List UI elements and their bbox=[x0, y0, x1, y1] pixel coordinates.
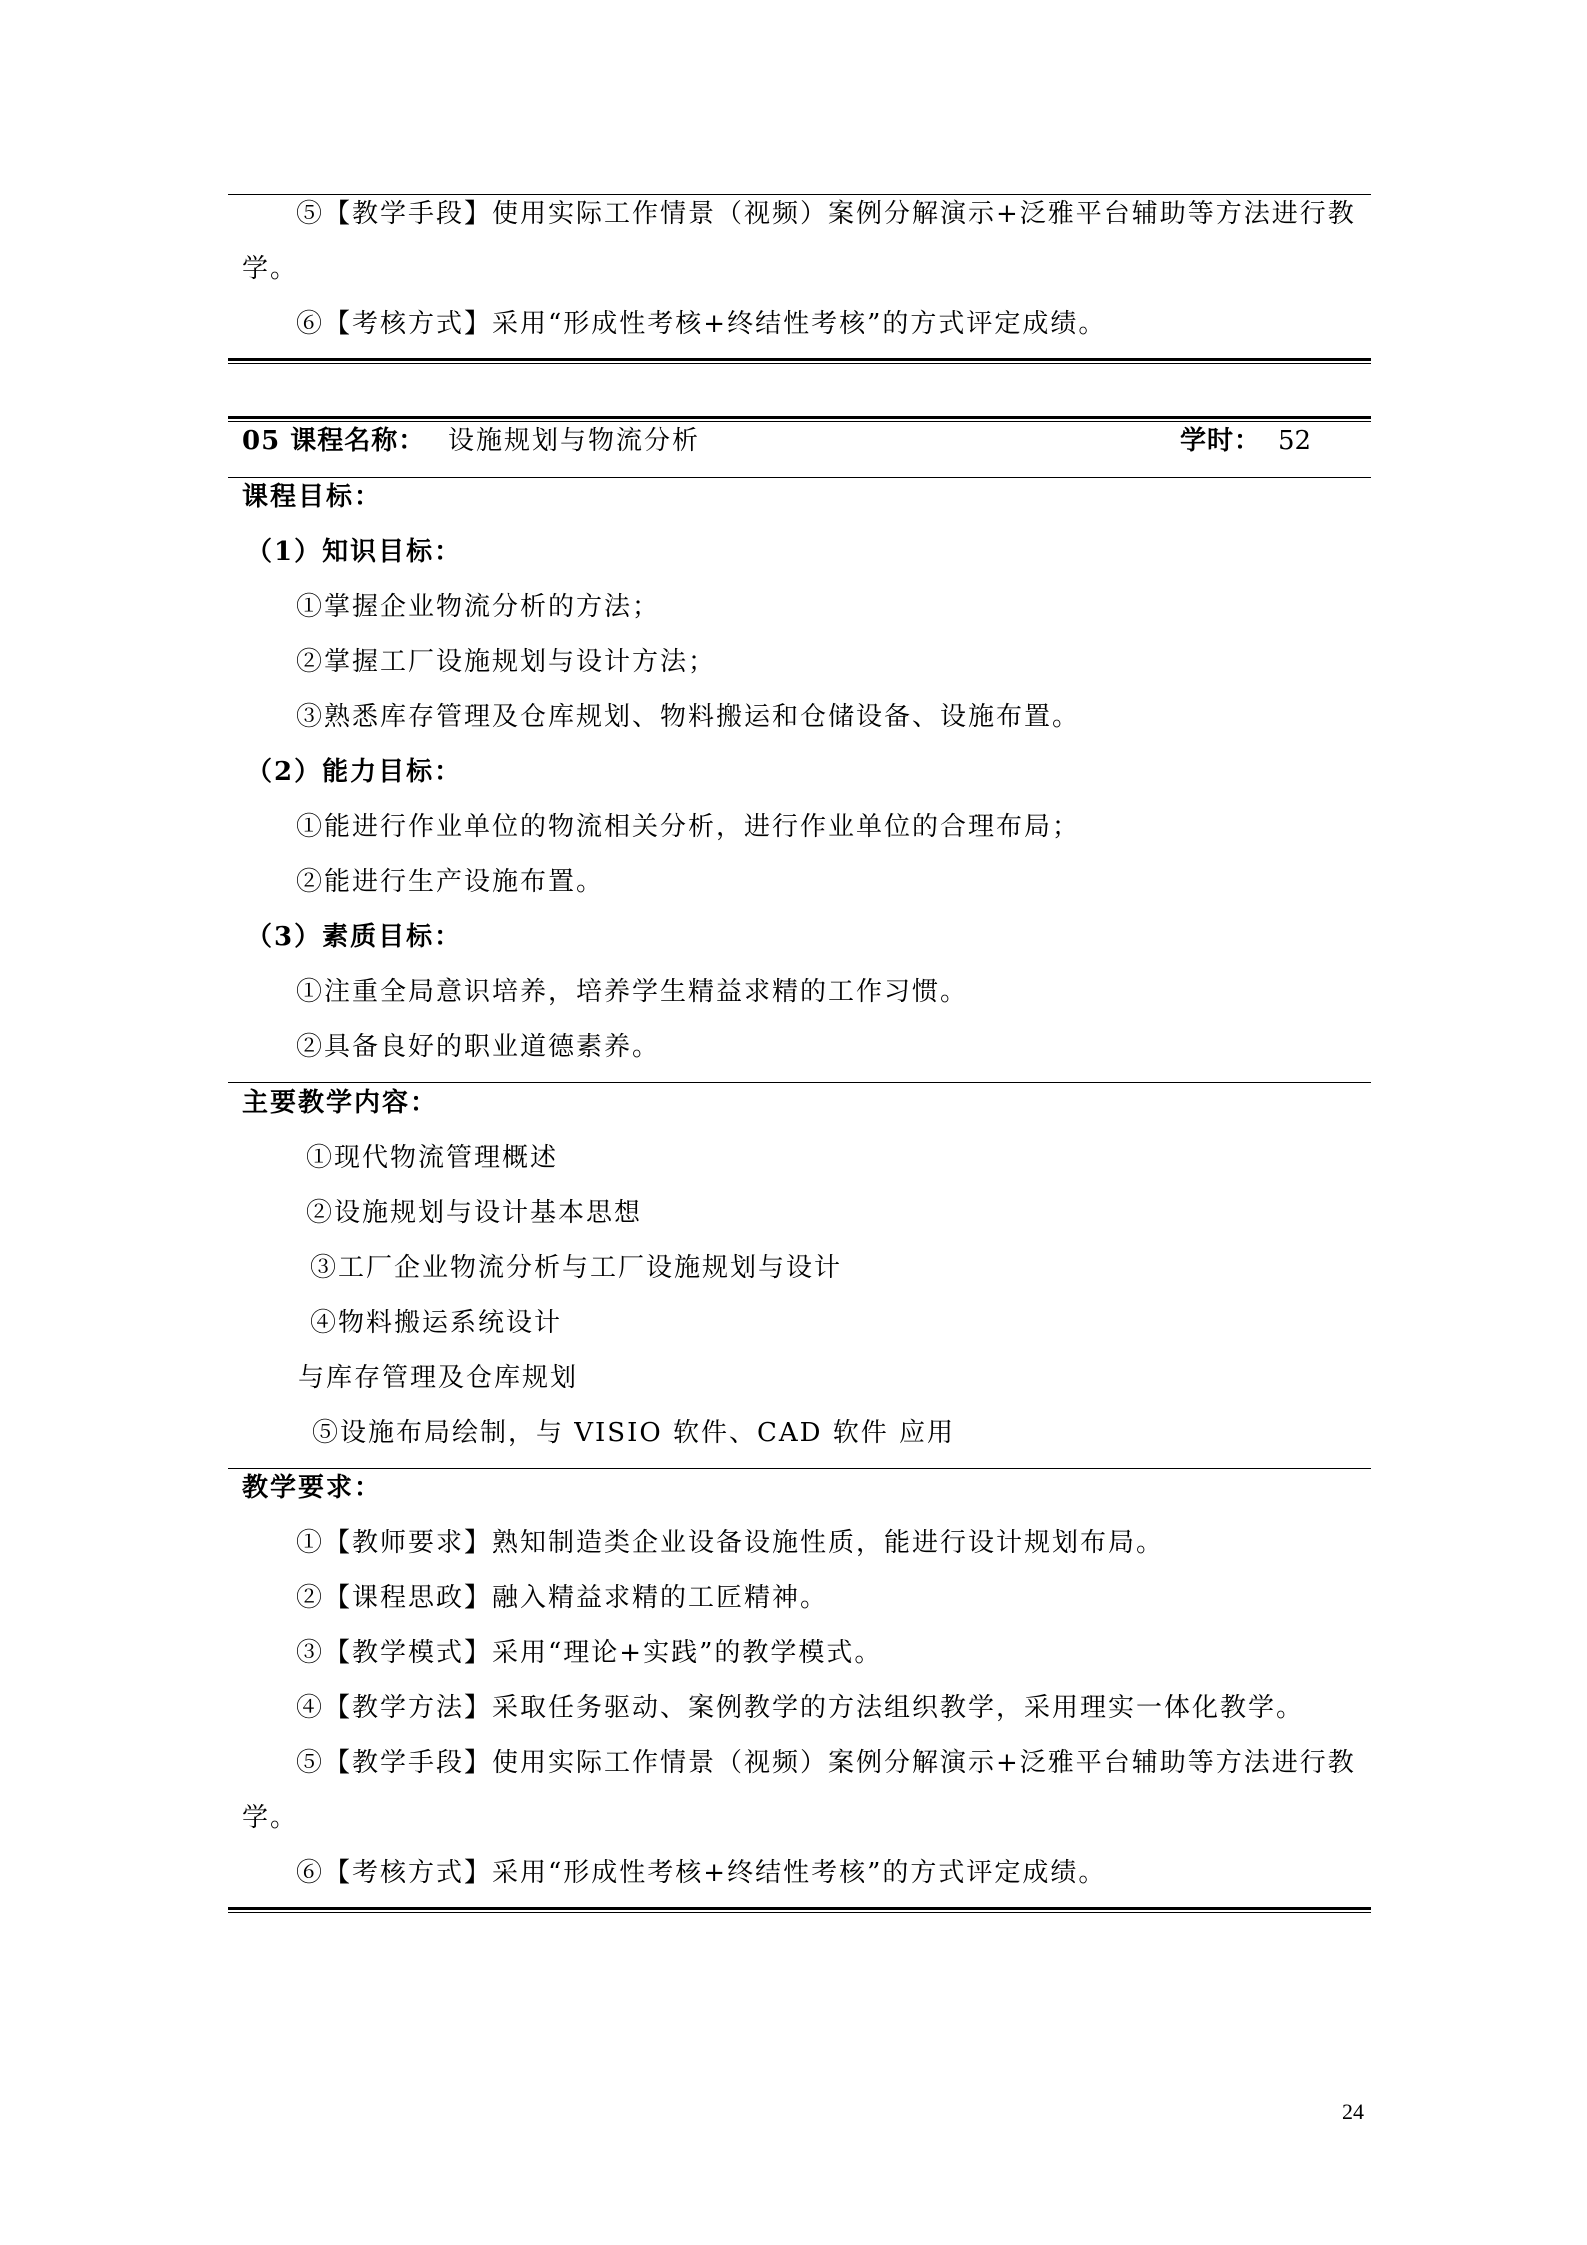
course-header bbox=[228, 423, 1371, 459]
requirement-item-1: ①【教师要求】熟知制造类企业设备设施性质，能进行设计规划布局。 bbox=[296, 1528, 1165, 1558]
requirement-item-3: ③【教学模式】采用“理论+实践”的教学模式。 bbox=[296, 1638, 883, 1668]
requirements-end-rule bbox=[228, 1907, 1371, 1913]
content-item-1: ①现代物流管理概述 bbox=[306, 1143, 559, 1173]
course-label: 05 课程名称： bbox=[242, 426, 426, 456]
quality-item-1: ①注重全局意识培养，培养学生精益求精的工作习惯。 bbox=[296, 977, 969, 1007]
requirement-item-2: ②【课程思政】融入精益求精的工匠精神。 bbox=[296, 1583, 829, 1613]
ability-item-2: ②能进行生产设施布置。 bbox=[296, 867, 605, 897]
course-header-top-rule bbox=[228, 416, 1371, 422]
content-heading: 主要教学内容： bbox=[242, 1088, 439, 1118]
top-line-2: 学。 bbox=[242, 254, 299, 284]
requirement-item-4: ④【教学方法】采取任务驱动、案例教学的方法组织教学，采用理实一体化教学。 bbox=[296, 1693, 1305, 1723]
ability-item-1: ①能进行作业单位的物流相关分析，进行作业单位的合理布局； bbox=[296, 812, 1081, 842]
quality-heading: （3）素质目标： bbox=[246, 922, 463, 952]
quality-item-2: ②具备良好的职业道德素养。 bbox=[296, 1032, 661, 1062]
content-item-6: ⑤设施布局绘制，与 VISIO 软件、CAD 软件 应用 bbox=[312, 1418, 956, 1448]
top-rule bbox=[228, 194, 1371, 195]
goals-end-rule bbox=[228, 1082, 1371, 1083]
requirement-item-5-cont: 学。 bbox=[242, 1803, 299, 1833]
page-number: 24 bbox=[1342, 2099, 1364, 2124]
content-item-3: ③工厂企业物流分析与工厂设施规划与设计 bbox=[310, 1253, 843, 1283]
content-item-5: 与库存管理及仓库规划 bbox=[298, 1363, 579, 1393]
content-end-rule bbox=[228, 1468, 1371, 1469]
hours-value: 52 bbox=[1278, 426, 1312, 456]
top-line-1: ⑤【教学手段】使用实际工作情景（视频）案例分解演示+泛雅平台辅助等方法进行教 bbox=[296, 199, 1356, 229]
knowledge-heading: （1）知识目标： bbox=[246, 537, 463, 567]
top-section-end-rule bbox=[228, 358, 1371, 364]
knowledge-item-2: ②掌握工厂设施规划与设计方法； bbox=[296, 647, 717, 677]
goals-heading: 课程目标： bbox=[242, 482, 383, 512]
requirements-heading: 教学要求： bbox=[242, 1473, 383, 1503]
requirement-item-6: ⑥【考核方式】采用“形成性考核+终结性考核”的方式评定成绩。 bbox=[296, 1858, 1107, 1888]
hours-label: 学时： bbox=[1180, 426, 1262, 456]
ability-heading: （2）能力目标： bbox=[246, 757, 463, 787]
knowledge-item-1: ①掌握企业物流分析的方法； bbox=[296, 592, 661, 622]
course-header-bottom-rule bbox=[228, 477, 1371, 478]
requirement-item-5: ⑤【教学手段】使用实际工作情景（视频）案例分解演示+泛雅平台辅助等方法进行教 bbox=[296, 1748, 1356, 1778]
content-item-2: ②设施规划与设计基本思想 bbox=[306, 1198, 643, 1228]
content-item-4: ④物料搬运系统设计 bbox=[310, 1308, 563, 1338]
knowledge-item-3: ③熟悉库存管理及仓库规划、物料搬运和仓储设备、设施布置。 bbox=[296, 702, 1081, 732]
course-name: 设施规划与物流分析 bbox=[448, 426, 701, 456]
top-line-3: ⑥【考核方式】采用“形成性考核+终结性考核”的方式评定成绩。 bbox=[296, 309, 1107, 339]
